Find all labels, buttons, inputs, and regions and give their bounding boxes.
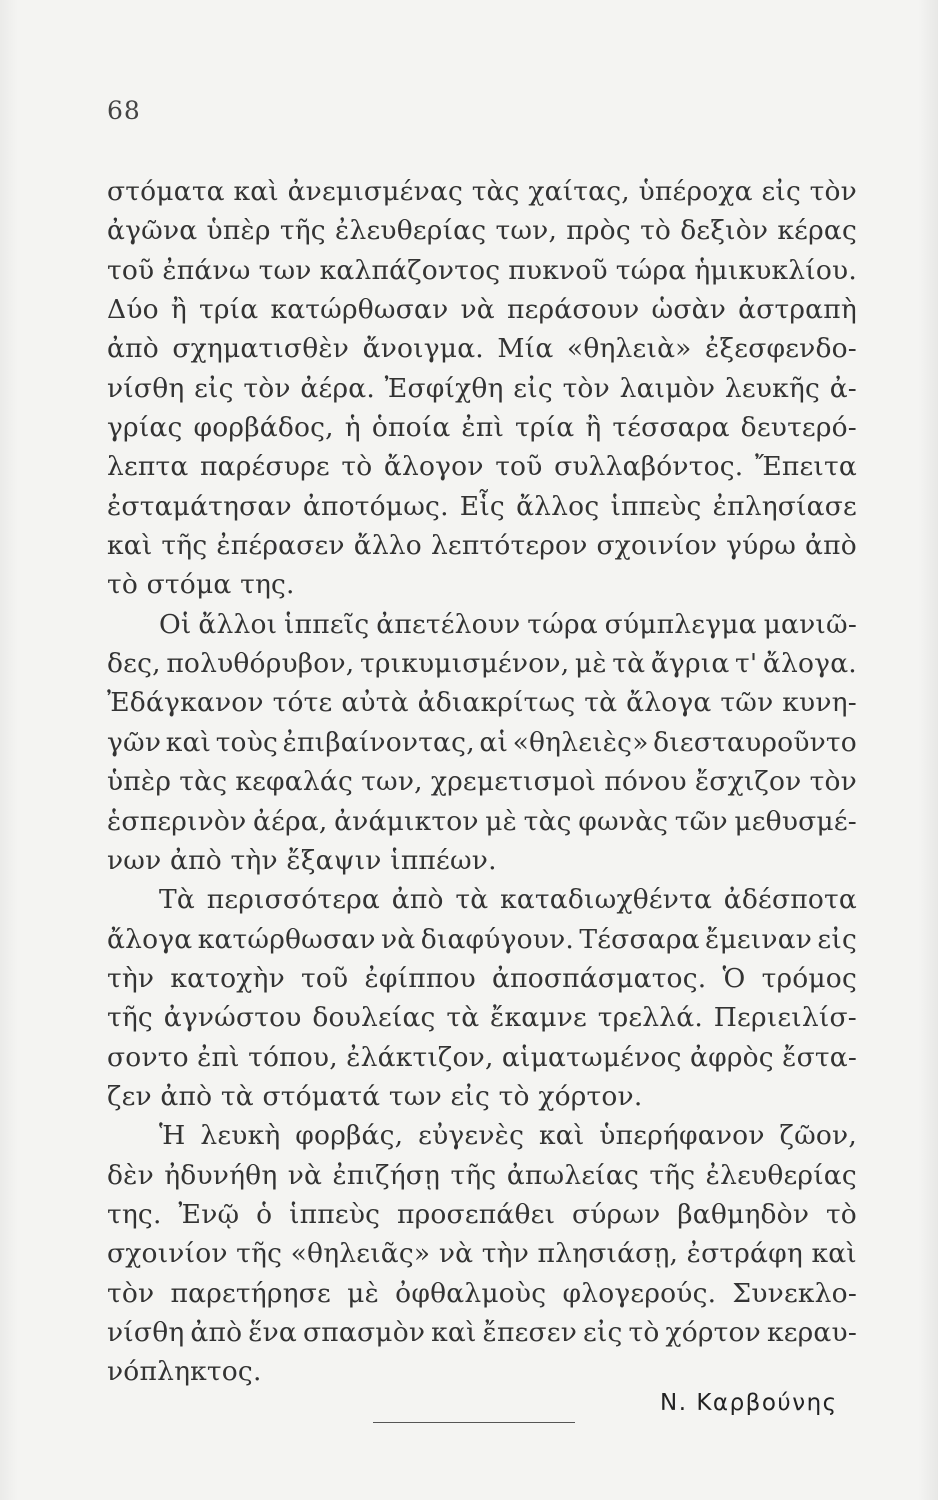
text-line: ἐσταμάτησαν ἀποτόμως. Εἷς ἄλλος ἱππεὺς ἐπλησίασε xyxy=(107,490,857,522)
text-line: Οἱ ἄλλοι ἱππεῖς ἀπετέλουν τώρα σύμπλεγμα μανιῶ- xyxy=(159,608,857,640)
text-line: της. Ἐνῷ ὁ ἱππεὺς προσεπάθει σύρων βαθμηδὸν τὸ xyxy=(107,1198,857,1230)
text-line: δὲν ἠδυνήθη νὰ ἐπιζήσῃ τῆς ἀπωλείας τῆς ἐλευθερίας xyxy=(107,1159,857,1191)
text-line: Τὰ περισσότερα ἀπὸ τὰ καταδιωχθέντα ἀδέσποτα xyxy=(159,884,857,916)
page-number: 68 xyxy=(107,96,141,125)
text-line: καὶ τῆς ἐπέρασεν ἄλλο λεπτότερον σχοινίον γύρω ἀπὸ xyxy=(107,530,857,562)
text-line: γρίας φορβάδος, ἡ ὁποία ἐπὶ τρία ἢ τέσσαρα δευτερό- xyxy=(107,412,857,444)
text-line: λεπτα παρέσυρε τὸ ἄλογον τοῦ συλλαβόντος. Ἔπειτα xyxy=(107,451,857,483)
text-line: τὸ στόμα της. xyxy=(107,569,295,601)
text-line: τοῦ ἐπάνω των καλπάζοντος πυκνοῦ τώρα ἡμικυκλίου. xyxy=(107,254,857,286)
text-line: στόματα καὶ ἀνεμισμένας τὰς χαίτας, ὑπέροχα εἰς τὸν xyxy=(107,176,857,207)
text-line: ἄλογα κατώρθωσαν νὰ διαφύγουν. Τέσσαρα ἔμειναν εἰς xyxy=(107,923,857,955)
text-line: δες, πολυθόρυβον, τρικυμισμένον, μὲ τὰ ἄγρια τ' ἄλογα. xyxy=(107,648,857,680)
text-line: ζεν ἀπὸ τὰ στόματά των εἰς τὸ χόρτον. xyxy=(107,1080,643,1112)
text-line: νόπληκτος. xyxy=(107,1356,262,1388)
text-line: νίσθη ἀπὸ ἕνα σπασμὸν καὶ ἔπεσεν εἰς τὸ χόρτον κεραυ- xyxy=(107,1316,857,1348)
text-line: γῶν καὶ τοὺς ἐπιβαίνοντας, αἱ «θηλειὲς» διεσταυροῦντο xyxy=(107,726,857,758)
text-line: τῆς ἀγνώστου δουλείας τὰ ἔκαμνε τρελλά. Περιειλίσ- xyxy=(107,1002,857,1034)
text-line: ἀγῶνα ὑπὲρ τῆς ἐλευθερίας των, πρὸς τὸ δεξιὸν κέρας xyxy=(107,215,857,247)
closing-rule xyxy=(373,1422,575,1423)
text-line: τὸν παρετήρησε μὲ ὀφθαλμοὺς φλογερούς. Συνεκλο- xyxy=(107,1277,857,1309)
text-line: σχοινίον τῆς «θηλειᾶς» νὰ τὴν πλησιάσῃ, ἐστράφη καὶ xyxy=(107,1238,857,1270)
story-text xyxy=(107,172,857,1392)
text-line: ἀπὸ σχηματισθὲν ἄνοιγμα. Μία «θηλειὰ» ἐξεσφενδο- xyxy=(107,333,857,365)
text-line: νων ἀπὸ τὴν ἔξαψιν ἱππέων. xyxy=(107,844,497,876)
text-line: Ἡ λευκὴ φορβάς, εὐγενὲς καὶ ὑπερήφανον ζῶον, xyxy=(159,1120,857,1152)
text-line: νίσθη εἰς τὸν ἀέρα. Ἐσφίχθη εἰς τὸν λαιμὸν λευκῆς ἀ- xyxy=(107,372,857,404)
text-line: ἑσπερινὸν ἀέρα, ἀνάμικτον μὲ τὰς φωνὰς τῶν μεθυσμέ- xyxy=(107,805,857,837)
text-line: τὴν κατοχὴν τοῦ ἐφίππου ἀποσπάσματος. Ὁ τρόμος xyxy=(107,962,857,994)
text-line: Ἐδάγκανον τότε αὐτὰ ἀδιακρίτως τὰ ἄλογα τῶν κυνη- xyxy=(107,687,857,719)
text-line: ὑπὲρ τὰς κεφαλάς των, χρεμετισμοὶ πόνου ἔσχιζον τὸν xyxy=(107,766,857,798)
text-line: Δύο ἢ τρία κατώρθωσαν νὰ περάσουν ὡσὰν ἀστραπὴ xyxy=(107,294,857,326)
text-line: σοντο ἐπὶ τόπου, ἐλάκτιζον, αἱματωμένος ἀφρὸς ἔστα- xyxy=(107,1041,857,1073)
author-signature: Ν. Καρβούνης xyxy=(660,1390,838,1416)
